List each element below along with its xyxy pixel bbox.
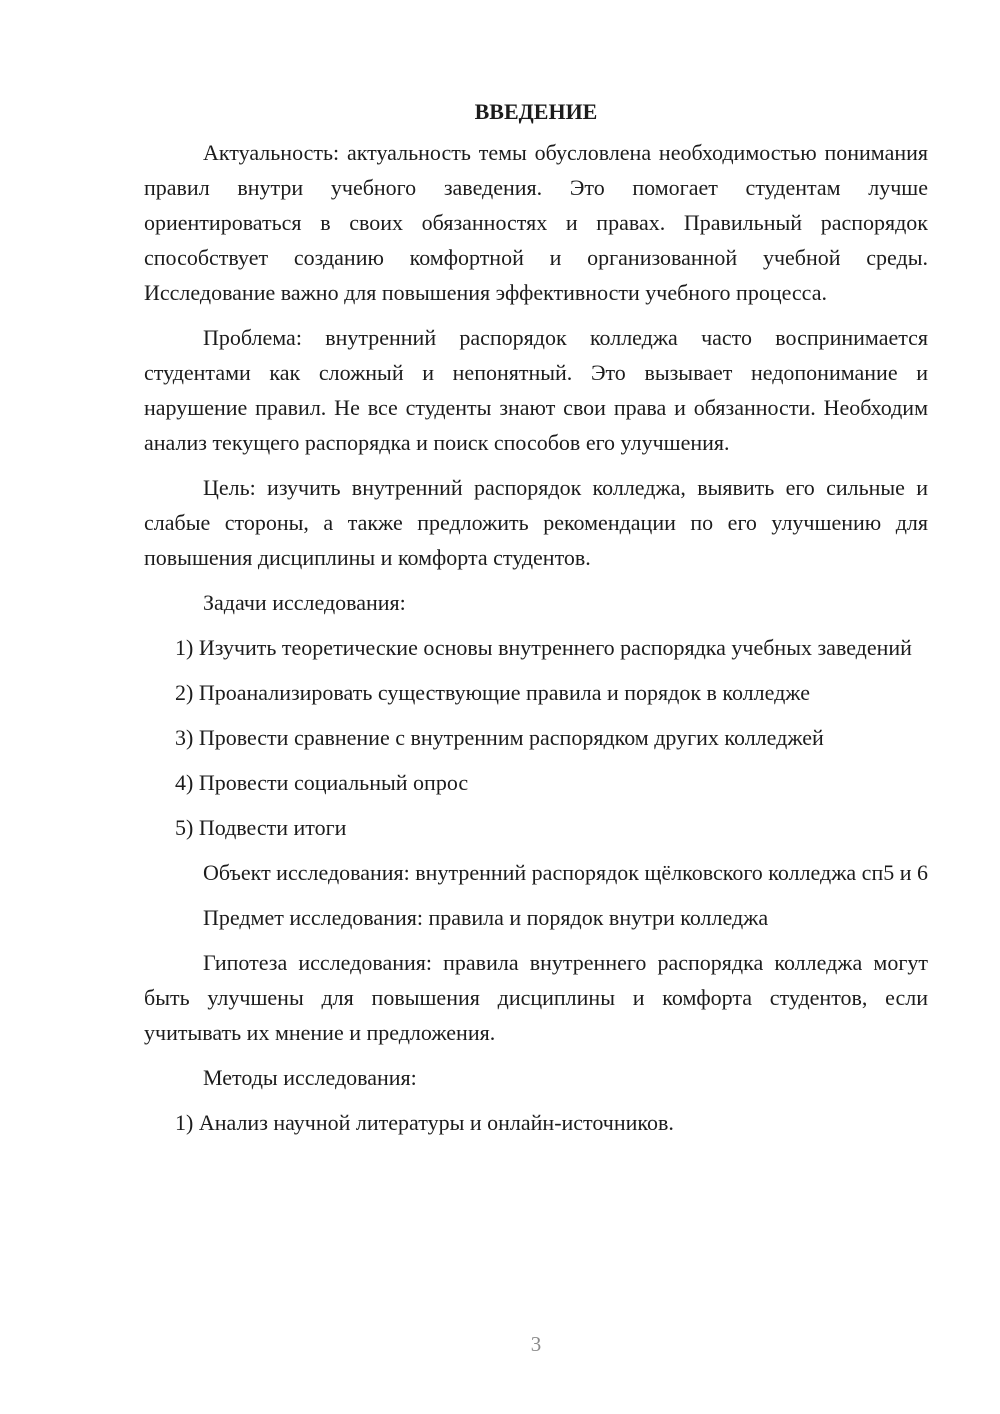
tasks-heading: Задачи исследования: <box>203 590 406 615</box>
goal-paragraph: Цель: изучить внутренний распорядок колледжа, выявить его сильные и слабые стороны, а также предложить рекомендации по его улучшению для повышения дисциплины и комфорта студентов. <box>144 475 928 570</box>
method-item: 1) Анализ научной литературы и онлайн-источников. <box>175 1110 674 1135</box>
methods-heading: Методы исследования: <box>203 1065 417 1090</box>
task-item: 1) Изучить теоретические основы внутреннего распорядка учебных заведений <box>175 635 912 660</box>
section-title: ВВЕДЕНИЕ <box>474 99 598 124</box>
subject-paragraph: Предмет исследования: правила и порядок внутри колледжа <box>203 905 769 930</box>
task-item: 3) Провести сравнение с внутренним распорядком других колледжей <box>175 725 824 750</box>
page-content <box>144 94 928 1150</box>
page-number: 3 <box>530 1332 542 1356</box>
task-item: 5) Подвести итоги <box>175 815 347 840</box>
object-paragraph: Объект исследования: внутренний распорядок щёлковского колледжа сп5 и 6 <box>203 860 928 885</box>
relevance-paragraph: Актуальность: актуальность темы обусловлена необходимостью понимания правил внутри учебного заведения. Это помогает студентам лучше ориентироваться в своих обязанностях и правах. Правильный распорядок способствует созданию комфортной и организованной учебной среды. Исследование важно для повышения эффективности учебного процесса. <box>144 140 928 305</box>
hypothesis-paragraph: Гипотеза исследования: правила внутреннего распорядка колледжа могут быть улучшены для повышения дисциплины и комфорта студентов, если учитывать их мнение и предложения. <box>144 950 928 1045</box>
task-item: 2) Проанализировать существующие правила и порядок в колледже <box>175 680 810 705</box>
problem-paragraph: Проблема: внутренний распорядок колледжа часто воспринимается студентами как сложный и непонятный. Это вызывает недопонимание и нарушение правил. Не все студенты знают свои права и обязанности. Необходим анализ текущего распорядка и поиск способов его улучшения. <box>144 325 928 455</box>
task-item: 4) Провести социальный опрос <box>175 770 469 795</box>
